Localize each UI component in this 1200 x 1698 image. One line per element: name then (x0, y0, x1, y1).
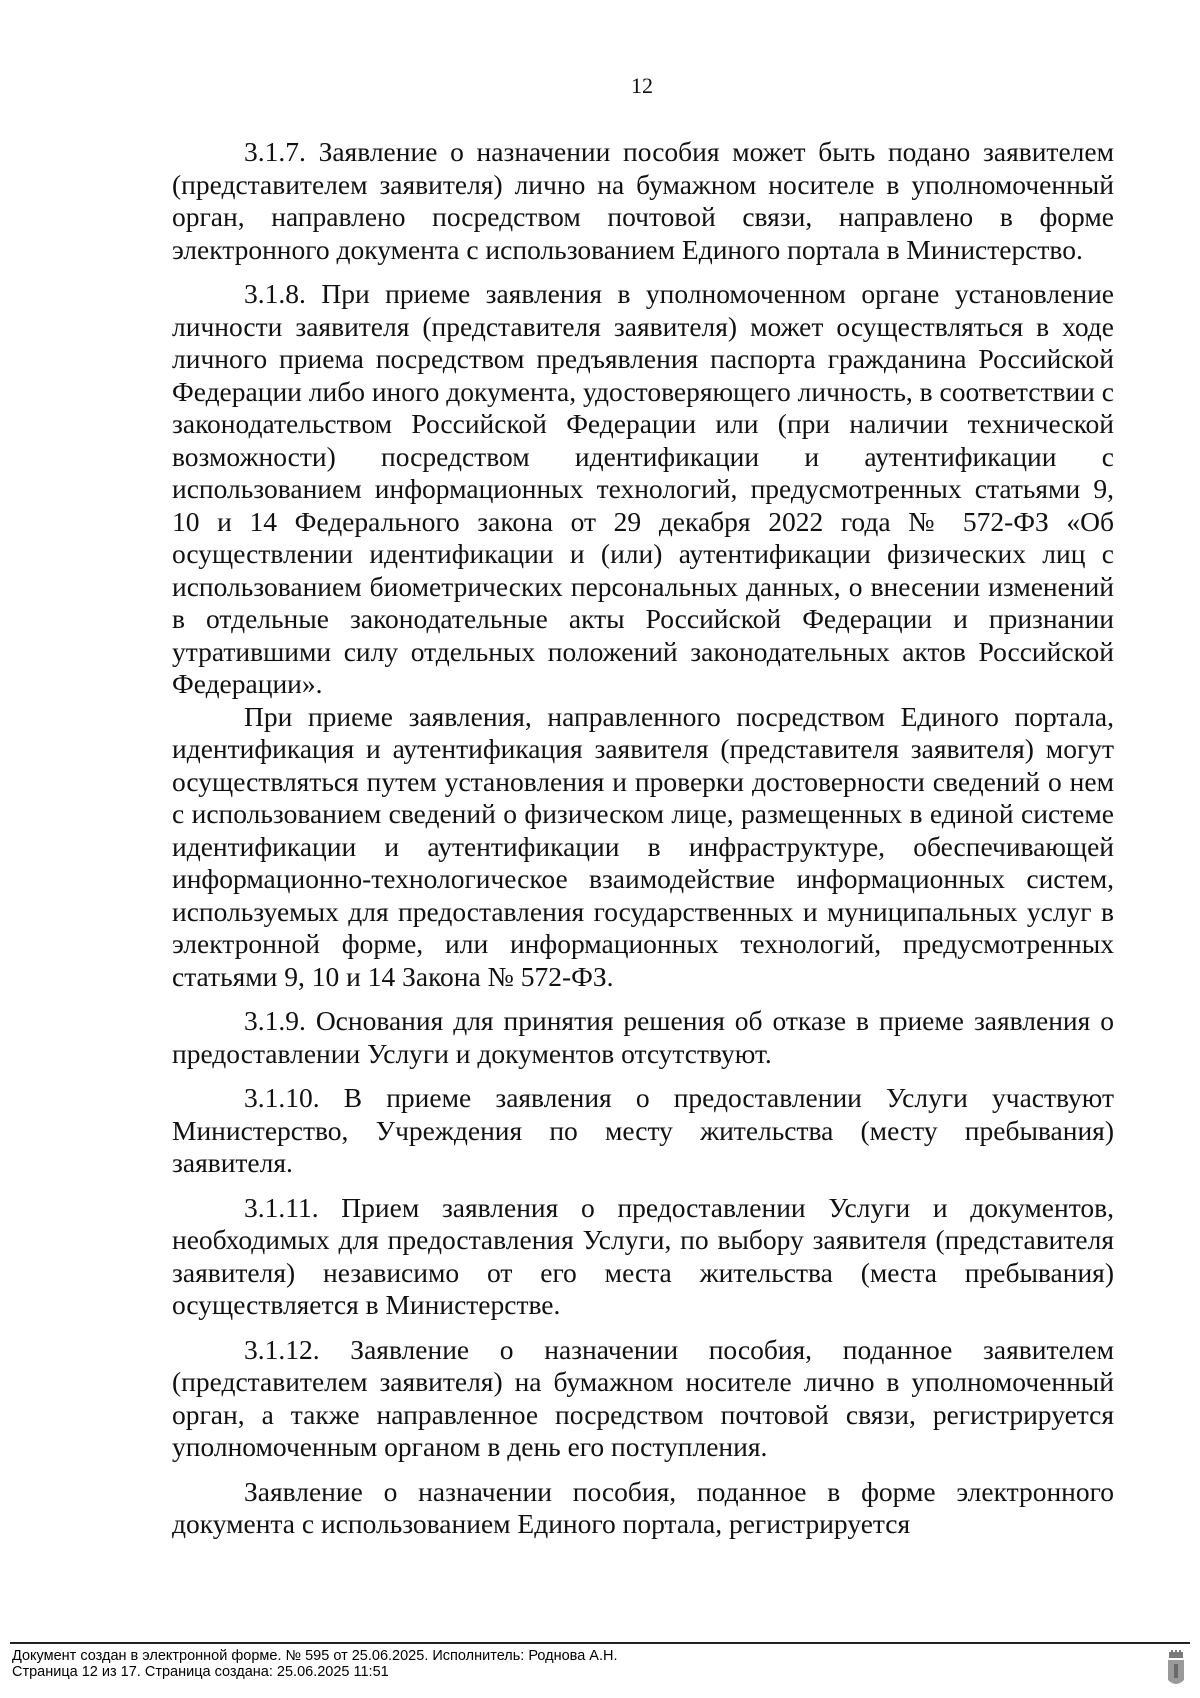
paragraph-identification: При приеме заявления, направленного посредством Единого портала, идентификация и аутентификация заявителя (представителя заявителя) могут осуществляться путем установления и проверки достоверности сведений о нем с использованием сведений о физическом лице, размещенных в единой системе идентификации и аутентификации в инфраструктуре, обеспечивающей информационно-технологическое взаимодействие информационных систем, используемых для предоставления государственных и муниципальных услуг в электронной форме, или информационных технологий, предусмотренных статьями 9, 10 и 14 Закона № 572-ФЗ. (172, 700, 1114, 992)
footer (12, 1648, 618, 1680)
paragraph-3-1-10: 3.1.10. В приеме заявления о предоставлении Услуги участвуют Министерство, Учреждения по месту жительства (месту пребывания) заявителя. (172, 1082, 1114, 1178)
page-number: 12 (631, 73, 653, 98)
paragraph-electronic-registration: Заявление о назначении пособия, поданное в форме электронного документа с использованием Единого портала, регистрируется (172, 1475, 1114, 1539)
footer-document-info: Документ создан в электронной форме. № 595 от 25.06.2025. Исполнитель: Роднова А.Н. (12, 1648, 618, 1664)
footer-divider (10, 1642, 1190, 1644)
paragraph-3-1-12: 3.1.12. Заявление о назначении пособия, поданное заявителем (представителем заявителя) на бумажном носителе лично в уполномоченный орган, а также направленное посредством почтовой связи, регистрируется уполномоченным органом в день его поступления. (172, 1333, 1114, 1462)
document-body (172, 136, 1114, 1541)
paragraph-3-1-11: 3.1.11. Прием заявления о предоставлении Услуги и документов, необходимых для предоставления Услуги, по выбору заявителя (представителя заявителя) независимо от его места жительства (места пребывания) осуществляется в Министерстве. (172, 1191, 1114, 1320)
paragraph-3-1-7: 3.1.7. Заявление о назначении пособия может быть подано заявителем (представителем заявителя) лично на бумажном носителе в уполномоченный орган, направлено посредством почтовой связи, направлено в форме электронного документа с использованием Единого портала в Министерство. (172, 136, 1114, 265)
footer-page-info: Страница 12 из 17. Страница создана: 25.06.2025 11:51 (12, 1664, 389, 1680)
paragraph-3-1-8: 3.1.8. При приеме заявления в уполномоченном органе установление личности заявителя (представителя заявителя) может осуществляться в ходе личного приема посредством предъявления паспорта гражданина Российской Федерации либо иного документа, удостоверяющего личность, в соответствии с законодательством Российской Федерации или (при наличии технической возможности) посредством идентификации и аутентификации с использованием информационных технологий, предусмотренных статьями 9, 10 и 14 Федерального закона от 29 декабря 2022 года № 572-ФЗ «Об осуществлении идентификации и (или) аутентификации физических лиц с использованием биометрических персональных данных, о внесении изменений в отдельные законодательные акты Российской Федерации и признании утратившими силу отдельных положений законодательных актов Российской Федерации». (172, 278, 1114, 699)
paragraph-3-1-9: 3.1.9. Основания для принятия решения об отказе в приеме заявления о предоставлении Услуги и документов отсутствуют. (172, 1005, 1114, 1069)
coat-of-arms-icon (1166, 1650, 1186, 1690)
